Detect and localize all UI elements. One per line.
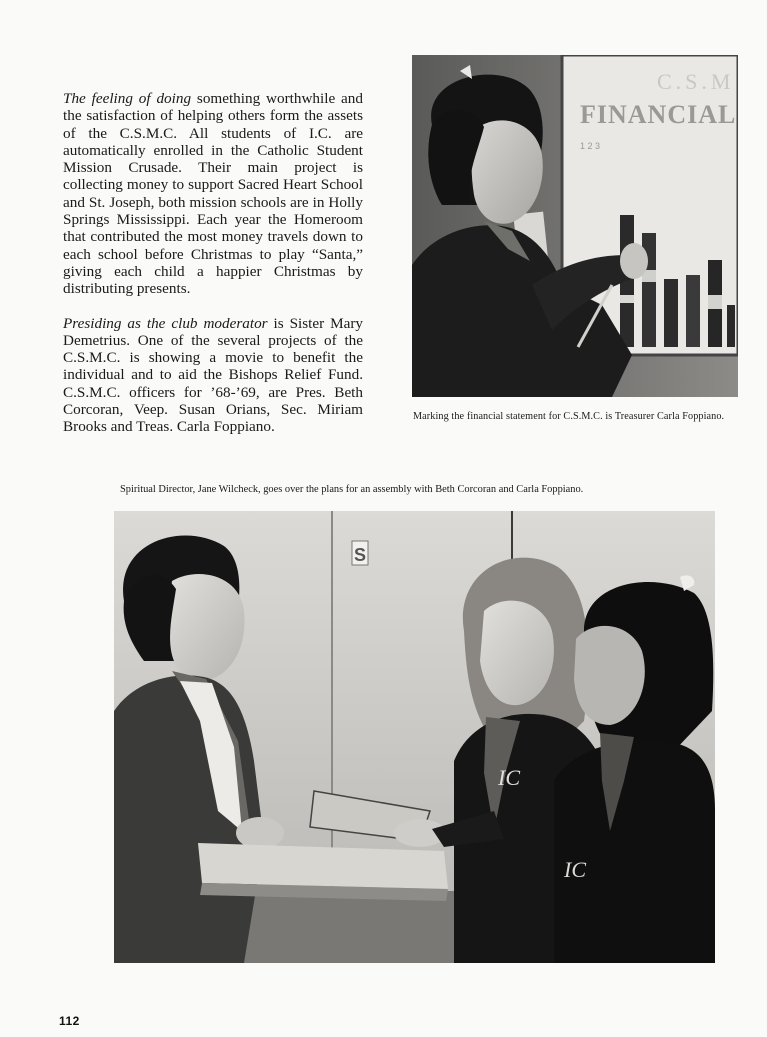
photo-treasurer-marking-chart (412, 55, 738, 397)
paragraph-csmc-intro (63, 90, 363, 298)
paragraph-lead-italic: Presiding as the club moderator (63, 314, 268, 332)
chart-board-title-faint: C.S.M (657, 69, 735, 94)
paragraph-body: something worthwhile and the satisfaction of helping others form the assets of the C.S.M.C. All students of I.C. are automatically enrolled in the Catholic Student Mission Crusade. Their main project is collecting money to support Sacred Heart School and St. Joseph, both mission schools are in Holly Springs Mississippi. Each year the Homeroom that contributed the most money travels down to each school before Christmas to play “Santa,” giving each child a happier Christmas by distributing presents. (63, 90, 363, 298)
chart-board-title: FINANCIAL (580, 100, 737, 129)
locker-letter: S (354, 545, 367, 565)
paragraph-body: is Sister Mary Demetrius. One of the several projects of the C.S.M.C. is showing a movie to benefit the individual and to aid the Bishops Relief Fund. C.S.M.C. officers for ’68-’69, are Pres. Beth Corcoran, Veep. Susan Orians, Sec. Miriam Brooks and Treas. Carla Foppiano. (63, 314, 364, 436)
body-copy (63, 90, 363, 453)
chart-board-numbers: 1 2 3 (580, 141, 601, 151)
paragraph-moderator (63, 315, 363, 436)
caption-spiritual-director: Spiritual Director, Jane Wilcheck, goes over the plans for an assembly with Beth Corcoran and Carla Foppiano. (120, 484, 584, 495)
blazer-crest: IC (564, 857, 586, 882)
caption-treasurer: Marking the financial statement for C.S.M.C. is Treasurer Carla Foppiano. (413, 411, 725, 422)
paragraph-lead-italic: The feeling of doing (63, 90, 192, 107)
photo-meeting-illustration (114, 511, 715, 963)
blazer-crest: IC (498, 765, 520, 790)
photo-treasurer-illustration (412, 55, 738, 397)
photo-spiritual-director-meeting (114, 511, 715, 963)
page-number: 112 (59, 1014, 80, 1028)
